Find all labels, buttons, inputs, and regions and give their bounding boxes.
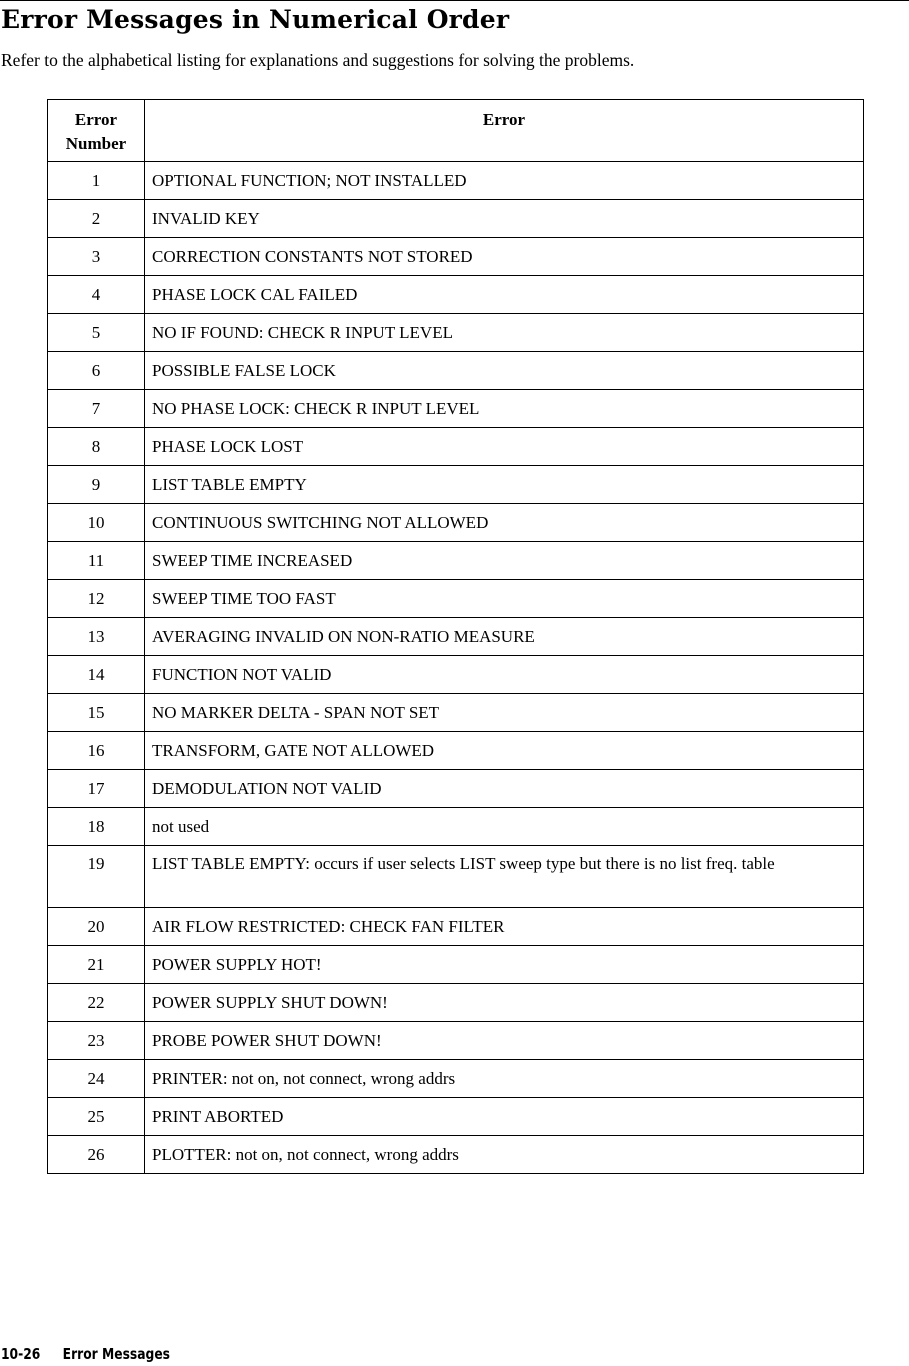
error-message-cell: PROBE POWER SHUT DOWN! <box>145 1022 864 1060</box>
error-number-cell: 4 <box>48 276 145 314</box>
footer-section-title: Error Messages <box>62 1345 171 1363</box>
table-row <box>48 200 864 238</box>
table-row <box>48 504 864 542</box>
error-message-cell: AVERAGING INVALID ON NON-RATIO MEASURE <box>145 618 864 656</box>
error-message-cell: PLOTTER: not on, not connect, wrong addrs <box>145 1136 864 1174</box>
error-message-cell: NO IF FOUND: CHECK R INPUT LEVEL <box>145 314 864 352</box>
page-footer <box>1 1345 170 1363</box>
intro-paragraph: Refer to the alphabetical listing for explanations and suggestions for solving the problems. <box>1 50 635 70</box>
table-row <box>48 162 864 200</box>
table-row <box>48 908 864 946</box>
table-row <box>48 466 864 504</box>
error-number-cell: 11 <box>48 542 145 580</box>
error-number-cell: 21 <box>48 946 145 984</box>
table-row <box>48 732 864 770</box>
error-number-cell: 1 <box>48 162 145 200</box>
table-row <box>48 276 864 314</box>
header-row <box>48 100 864 162</box>
table-row <box>48 846 864 908</box>
error-messages-table <box>47 99 864 1174</box>
error-message-cell: POWER SUPPLY SHUT DOWN! <box>145 984 864 1022</box>
table-row <box>48 694 864 732</box>
error-message-cell: NO MARKER DELTA - SPAN NOT SET <box>145 694 864 732</box>
top-rule <box>0 0 909 1</box>
table-row <box>48 770 864 808</box>
header-error-number-line1: Error <box>74 110 118 129</box>
error-number-cell: 2 <box>48 200 145 238</box>
error-message-cell: PHASE LOCK CAL FAILED <box>145 276 864 314</box>
error-number-cell: 26 <box>48 1136 145 1174</box>
error-message-cell: FUNCTION NOT VALID <box>145 656 864 694</box>
table-row <box>48 984 864 1022</box>
error-message-cell: SWEEP TIME INCREASED <box>145 542 864 580</box>
table-row <box>48 656 864 694</box>
error-number-cell: 5 <box>48 314 145 352</box>
error-number-cell: 10 <box>48 504 145 542</box>
table-row <box>48 946 864 984</box>
table-row <box>48 808 864 846</box>
error-message-cell: PHASE LOCK LOST <box>145 428 864 466</box>
table-row <box>48 238 864 276</box>
error-message-cell: INVALID KEY <box>145 200 864 238</box>
error-number-cell: 17 <box>48 770 145 808</box>
error-number-cell: 18 <box>48 808 145 846</box>
error-message-cell: POWER SUPPLY HOT! <box>145 946 864 984</box>
table-row <box>48 1136 864 1174</box>
header-error-number <box>48 100 145 162</box>
error-number-cell: 13 <box>48 618 145 656</box>
error-message-cell: LIST TABLE EMPTY: occurs if user selects LIST sweep type but there is no list freq. table <box>145 846 864 908</box>
error-message-cell: PRINT ABORTED <box>145 1098 864 1136</box>
table-row <box>48 580 864 618</box>
footer-page-number: 10-26 <box>1 1345 41 1363</box>
error-number-cell: 7 <box>48 390 145 428</box>
error-number-cell: 19 <box>48 846 145 908</box>
error-number-cell: 24 <box>48 1060 145 1098</box>
error-message-cell: TRANSFORM, GATE NOT ALLOWED <box>145 732 864 770</box>
table-row <box>48 1098 864 1136</box>
table-body <box>48 162 864 1174</box>
table-row <box>48 1060 864 1098</box>
error-message-cell: POSSIBLE FALSE LOCK <box>145 352 864 390</box>
error-number-cell: 25 <box>48 1098 145 1136</box>
table-row <box>48 390 864 428</box>
error-number-cell: 22 <box>48 984 145 1022</box>
error-message-cell: AIR FLOW RESTRICTED: CHECK FAN FILTER <box>145 908 864 946</box>
table-header <box>48 100 864 162</box>
error-number-cell: 12 <box>48 580 145 618</box>
table-row <box>48 352 864 390</box>
table-row <box>48 314 864 352</box>
error-number-cell: 16 <box>48 732 145 770</box>
error-number-cell: 14 <box>48 656 145 694</box>
header-error-number-line2: Number <box>65 134 127 153</box>
error-message-cell: CONTINUOUS SWITCHING NOT ALLOWED <box>145 504 864 542</box>
table-row <box>48 618 864 656</box>
error-message-cell: CORRECTION CONSTANTS NOT STORED <box>145 238 864 276</box>
table-row <box>48 542 864 580</box>
error-number-cell: 9 <box>48 466 145 504</box>
error-message-cell: DEMODULATION NOT VALID <box>145 770 864 808</box>
error-message-cell: not used <box>145 808 864 846</box>
error-number-cell: 6 <box>48 352 145 390</box>
error-number-cell: 23 <box>48 1022 145 1060</box>
header-error: Error <box>145 100 864 162</box>
error-message-cell: OPTIONAL FUNCTION; NOT INSTALLED <box>145 162 864 200</box>
table-row <box>48 428 864 466</box>
error-number-cell: 20 <box>48 908 145 946</box>
error-message-cell: SWEEP TIME TOO FAST <box>145 580 864 618</box>
error-message-cell: PRINTER: not on, not connect, wrong addrs <box>145 1060 864 1098</box>
error-number-cell: 15 <box>48 694 145 732</box>
error-message-cell: NO PHASE LOCK: CHECK R INPUT LEVEL <box>145 390 864 428</box>
table-row <box>48 1022 864 1060</box>
page-title: Error Messages in Numerical Order <box>1 5 510 34</box>
error-number-cell: 3 <box>48 238 145 276</box>
error-message-cell: LIST TABLE EMPTY <box>145 466 864 504</box>
error-number-cell: 8 <box>48 428 145 466</box>
